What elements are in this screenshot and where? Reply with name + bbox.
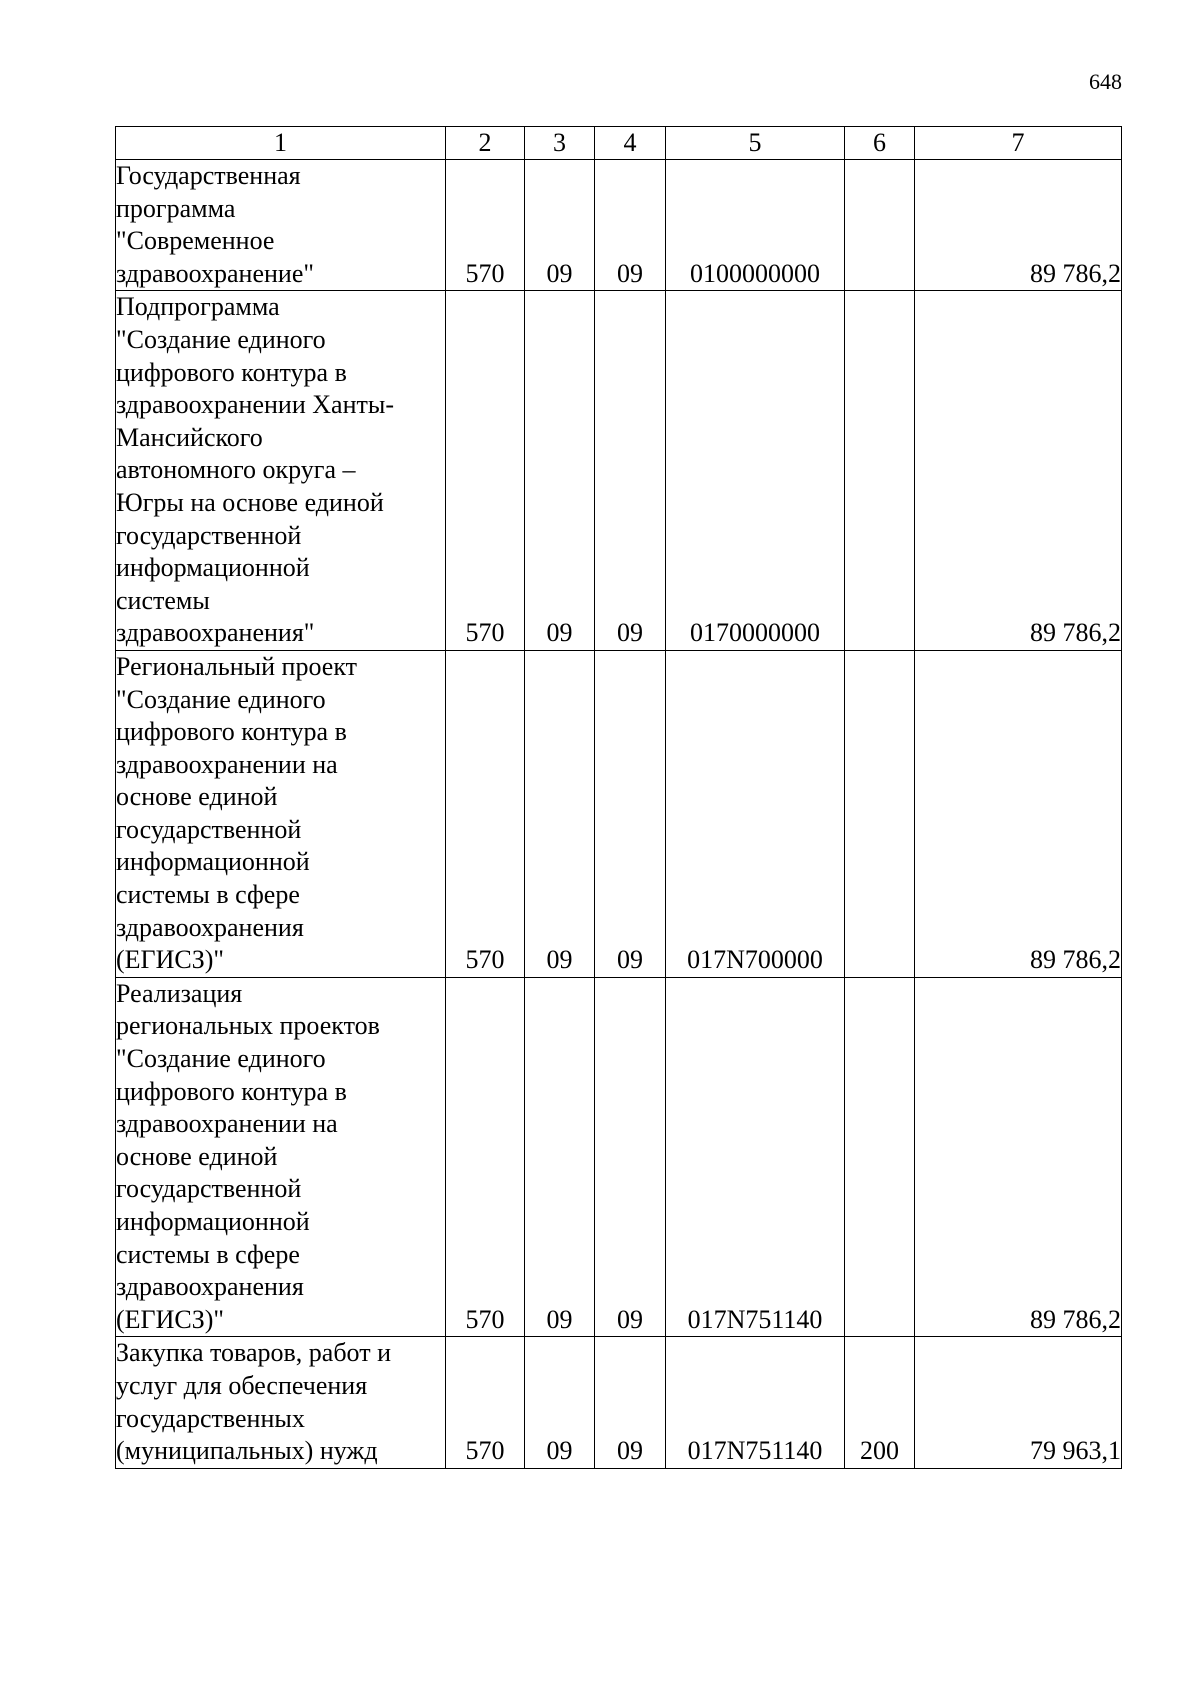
row-col-6: 200 [845, 1337, 915, 1468]
table-row [116, 160, 1122, 291]
row-name: Подпрограмма "Создание единого цифрового контура в здравоохранении Ханты- Мансийского автономного округа – Югры на основе единой государственной информационной системы здравоохранения" [116, 291, 446, 651]
row-col-3: 09 [525, 1337, 595, 1468]
row-col-5: 017N751140 [666, 1337, 845, 1468]
row-col-2: 570 [446, 977, 525, 1337]
row-col-3: 09 [525, 160, 595, 291]
table-row [116, 1337, 1122, 1468]
row-col-4: 09 [595, 977, 666, 1337]
row-col-6 [845, 977, 915, 1337]
header-row [116, 127, 1122, 160]
row-name: Государственная программа "Современное здравоохранение" [116, 160, 446, 291]
row-col-7: 89 786,2 [915, 291, 1122, 651]
row-col-2: 570 [446, 160, 525, 291]
row-col-6 [845, 650, 915, 977]
row-col-5: 0100000000 [666, 160, 845, 291]
row-col-6 [845, 160, 915, 291]
row-col-2: 570 [446, 1337, 525, 1468]
header-col-7: 7 [915, 127, 1122, 160]
table-row [116, 977, 1122, 1337]
row-name: Реализация региональных проектов "Создание единого цифрового контура в здравоохранении на основе единой государственной информационной системы в сфере здравоохранения (ЕГИСЗ)" [116, 977, 446, 1337]
row-name: Закупка товаров, работ и услуг для обеспечения государственных (муниципальных) нужд [116, 1337, 446, 1468]
table-row [116, 291, 1122, 651]
row-col-5: 0170000000 [666, 291, 845, 651]
row-col-2: 570 [446, 291, 525, 651]
row-col-4: 09 [595, 1337, 666, 1468]
header-col-5: 5 [666, 127, 845, 160]
row-col-7: 89 786,2 [915, 977, 1122, 1337]
row-col-7: 89 786,2 [915, 160, 1122, 291]
header-col-6: 6 [845, 127, 915, 160]
row-col-5: 017N751140 [666, 977, 845, 1337]
row-col-5: 017N700000 [666, 650, 845, 977]
header-col-1: 1 [116, 127, 446, 160]
page-number: 648 [1089, 69, 1122, 94]
header-col-2: 2 [446, 127, 525, 160]
header-col-3: 3 [525, 127, 595, 160]
row-name: Региональный проект "Создание единого цифрового контура в здравоохранении на основе единой государственной информационной системы в сфере здравоохранения (ЕГИСЗ)" [116, 650, 446, 977]
row-col-3: 09 [525, 291, 595, 651]
row-col-3: 09 [525, 977, 595, 1337]
row-col-3: 09 [525, 650, 595, 977]
row-col-4: 09 [595, 291, 666, 651]
row-col-6 [845, 291, 915, 651]
row-col-2: 570 [446, 650, 525, 977]
row-col-4: 09 [595, 650, 666, 977]
budget-table [115, 126, 1122, 1469]
header-col-4: 4 [595, 127, 666, 160]
row-col-4: 09 [595, 160, 666, 291]
table-row [116, 650, 1122, 977]
row-col-7: 79 963,1 [915, 1337, 1122, 1468]
row-col-7: 89 786,2 [915, 650, 1122, 977]
